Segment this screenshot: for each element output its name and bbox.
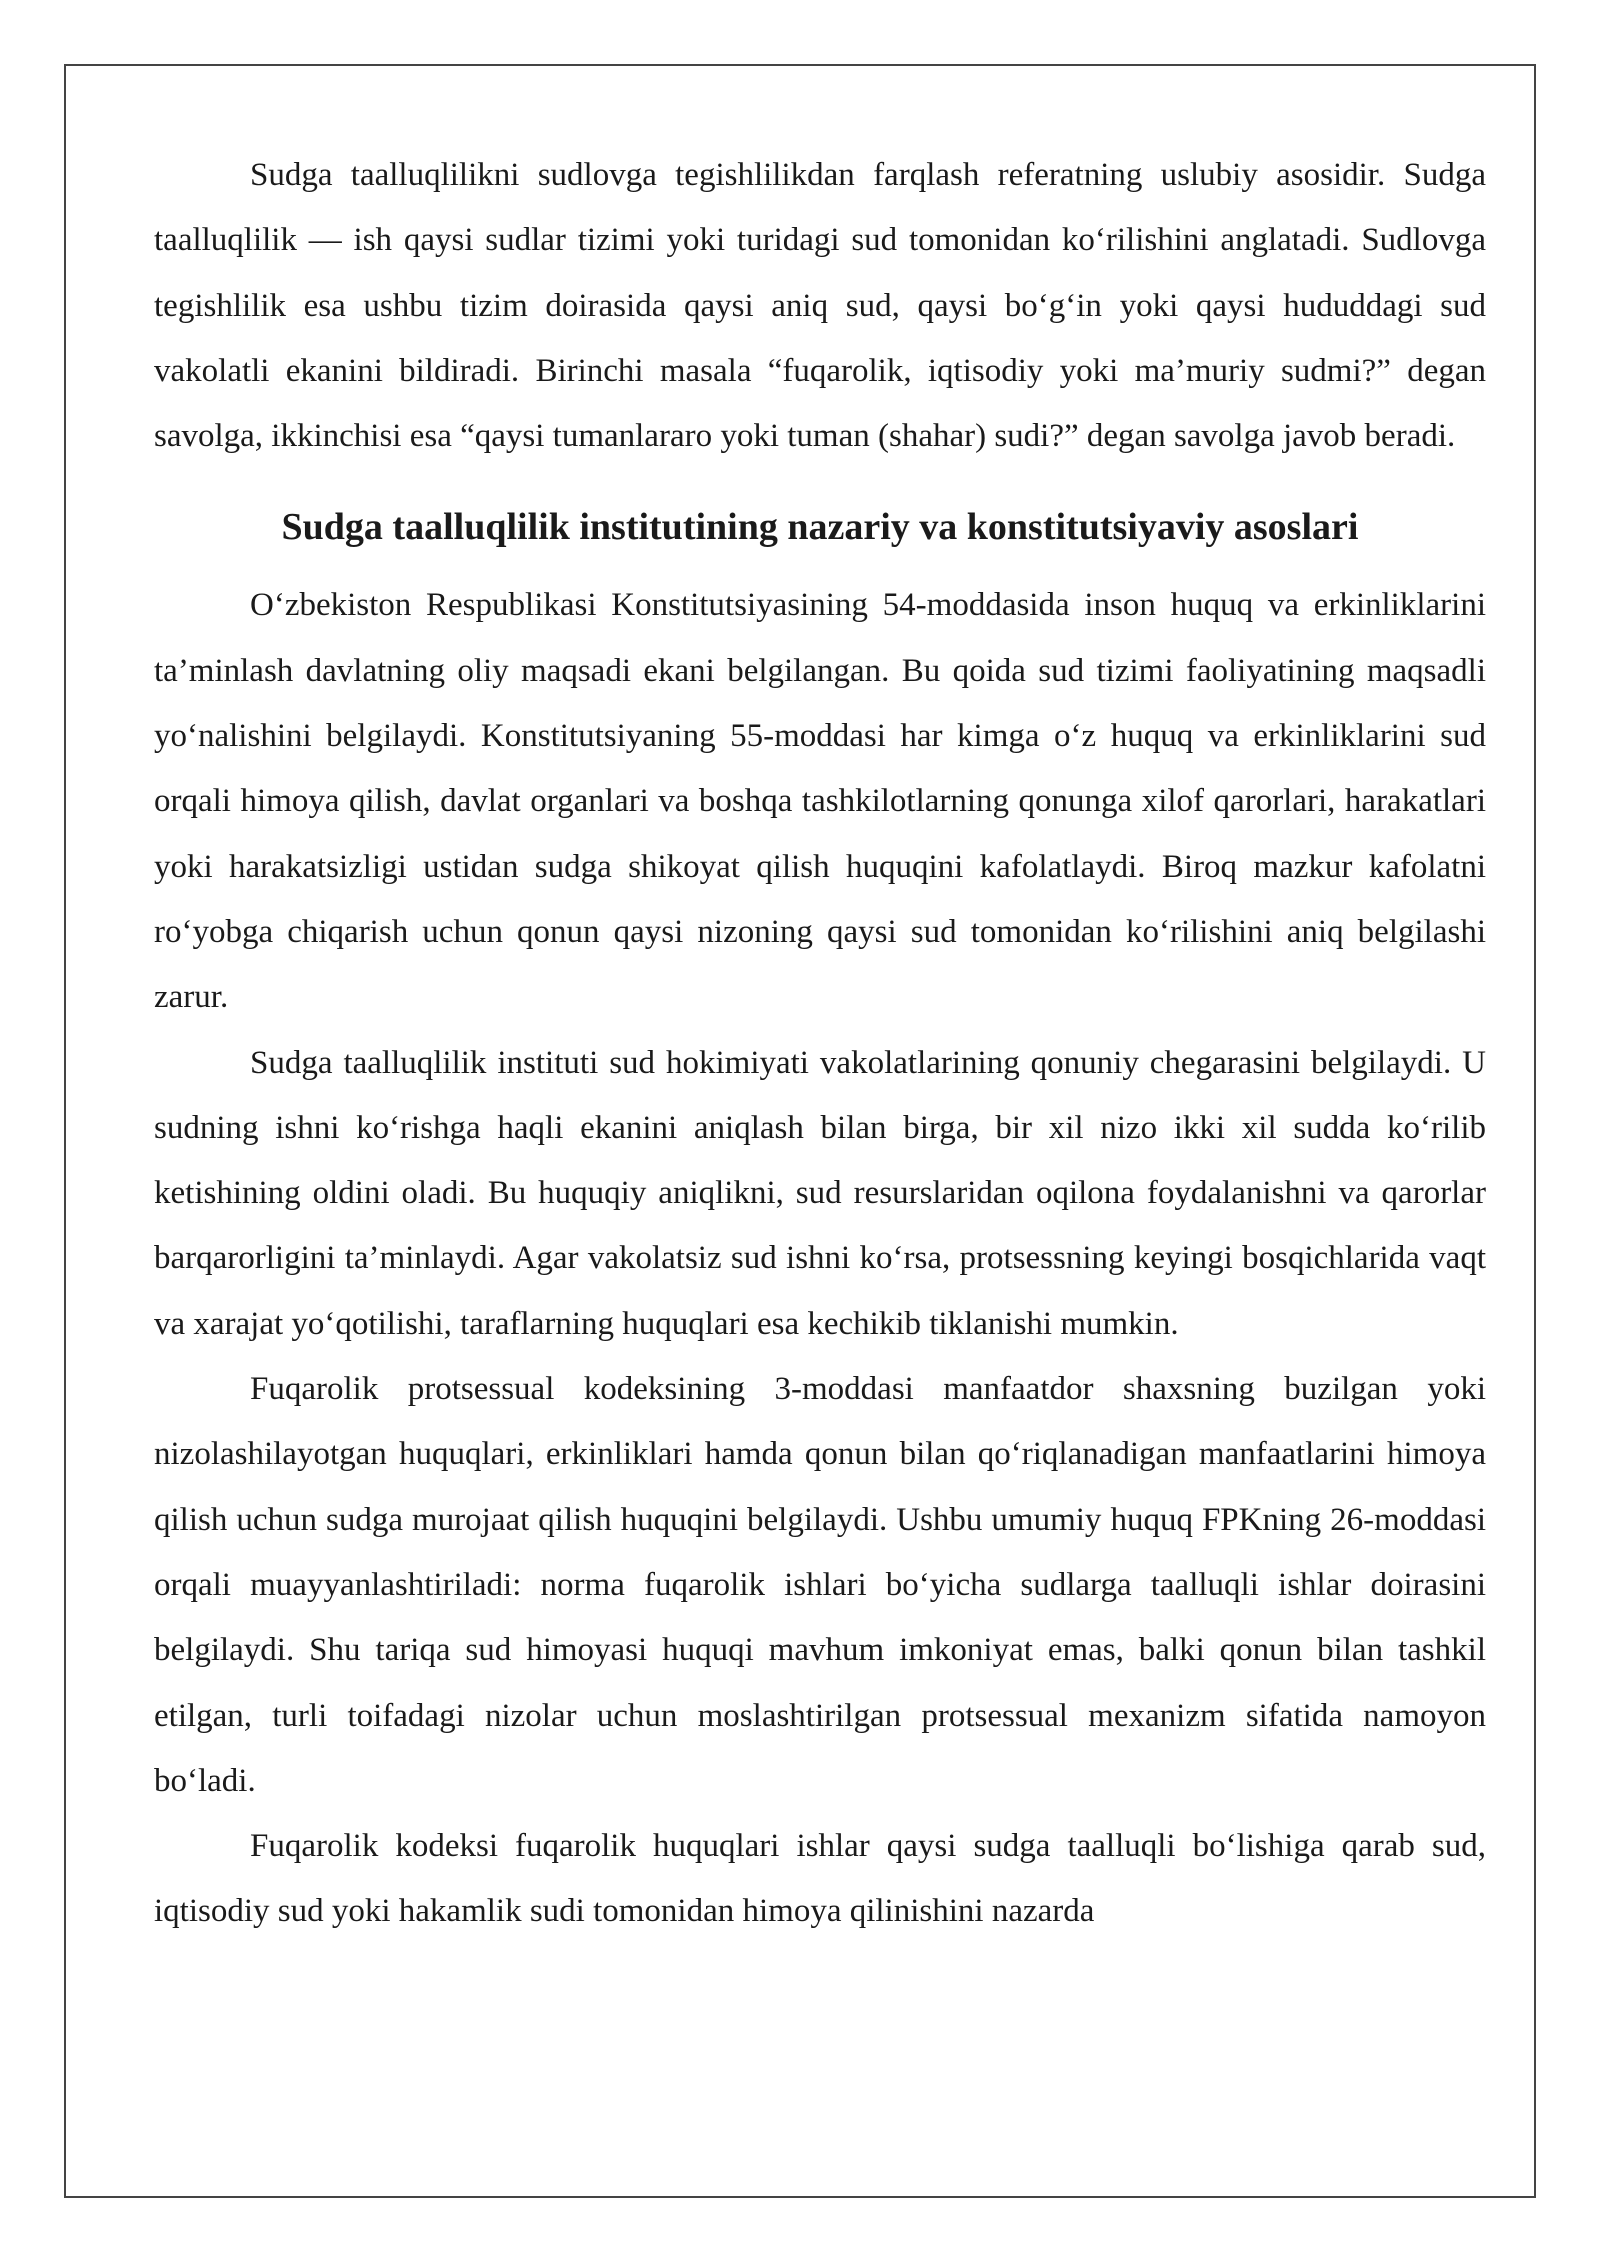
body-paragraph-4: Fuqarolik kodeksi fuqarolik huquqlari ishlar qaysi sudga taalluqli bo‘lishiga qarab sud, iqtisodiy sud yoki hakamlik sudi tomonidan himoya qilinishini nazarda xyxy=(154,1828,1486,1930)
document-body xyxy=(154,143,1486,1945)
section-heading: Sudga taalluqlilik institutining nazariy va konstitutsiyaviy asoslari xyxy=(281,506,1359,549)
body-paragraph-2: Sudga taalluqlilik instituti sud hokimiyati vakolatlarining qonuniy chegarasini belgilaydi. U sudning ishni ko‘rishga haqli ekanini aniqlash bilan birga, bir xil nizo ikki xil sudda ko‘rilib ketishining oldini oladi. Bu huquqiy aniqlikni, sud resurslaridan oqilona foydalanishni va qarorlar barqarorligini ta’minlaydi. Agar vakolatsiz sud ishni ko‘rsa, protsessning keyingi bosqichlarida vaqt va xarajat yo‘qotilishi, taraflarning huquqlari esa kechikib tiklanishi mumkin. xyxy=(154,1044,1486,1342)
body-paragraph-3: Fuqarolik protsessual kodeksining 3-moddasi manfaatdor shaxsning buzilgan yoki nizolashilayotgan huquqlari, erkinliklari hamda qonun bilan qo‘riqlanadigan manfaatlarini himoya qilish uchun sudga murojaat qilish huquqini belgilaydi. Ushbu umumiy huquq FPKning 26-moddasi orqali muayyanlashtiriladi: norma fuqarolik ishlari bo‘yicha sudlarga taalluqli ishlar doirasini belgilaydi. Shu tariqa sud himoyasi huquqi mavhum imkoniyat emas, balki qonun bilan tashkil etilgan, turli toifadagi nizolar uchun moslashtirilgan protsessual mexanizm sifatida namoyon bo‘ladi. xyxy=(154,1371,1486,1799)
body-paragraph-1: O‘zbekiston Respublikasi Konstitutsiyasining 54-moddasida inson huquq va erkinliklarini ta’minlash davlatning oliy maqsadi ekani belgilangan. Bu qoida sud tizimi faoliyatining maqsadli yo‘nalishini belgilaydi. Konstitutsiyaning 55-moddasi har kimga o‘z huquq va erkinliklarini sud orqali himoya qilish, davlat organlari va boshqa tashkilotlarning qonunga xilof qarorlari, harakatlari yoki harakatsizligi ustidan sudga shikoyat qilish huquqini kafolatlaydi. Biroq mazkur kafolatni ro‘yobga chiqarish uchun qonun qaysi nizoning qaysi sud tomonidan ko‘rilishini aniq belgilashi zarur. xyxy=(154,587,1486,1016)
intro-paragraph: Sudga taalluqlilikni sudlovga tegishlilikdan farqlash referatning uslubiy asosidir. Sudga taalluqlilik — ish qaysi sudlar tizimi yoki turidagi sud tomonidan ko‘rilishini anglatadi. Sudlovga tegishlilik esa ushbu tizim doirasida qaysi aniq sud, qaysi bo‘g‘in yoki qaysi hududdagi sud vakolatli ekanini bildiradi. Birinchi masala “fuqarolik, iqtisodiy yoki ma’muriy sudmi?” degan savolga, ikkinchisi esa “qaysi tumanlararo yoki tuman (shahar) sudi?” degan savolga javob beradi. xyxy=(154,157,1486,455)
